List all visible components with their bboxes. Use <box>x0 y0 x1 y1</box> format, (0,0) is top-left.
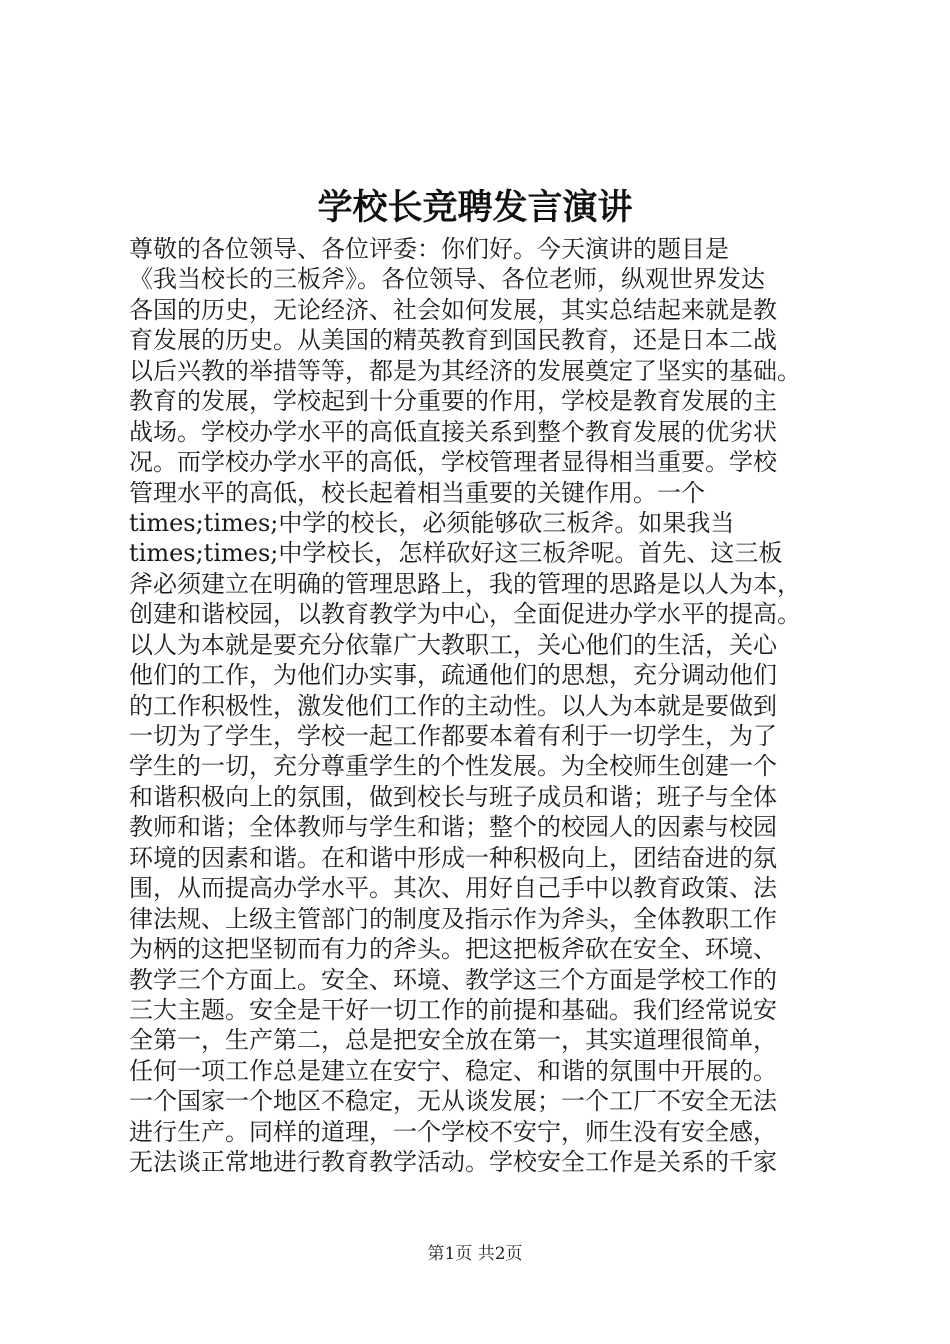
body-text-line: 律法规、上级主管部门的制度及指示作为斧头，全体教职工作 <box>129 904 777 933</box>
body-text-line: 全第一，生产第二，总是把安全放在第一，其实道理很简单， <box>129 1026 777 1055</box>
body-text-line: 育发展的历史。从美国的精英教育到国民教育，还是日本二战 <box>129 326 777 355</box>
body-text-line: 三大主题。安全是干好一切工作的前提和基础。我们经常说安 <box>129 995 777 1024</box>
body-text-line: 环境的因素和谐。在和谐中形成一种积极向上，团结奋进的氛 <box>129 843 777 872</box>
document-body <box>129 234 829 1178</box>
body-text-line: 一切为了学生，学校一起工作都要本着有利于一切学生，为了 <box>129 722 777 750</box>
body-text-line: 围，从而提高办学水平。其次、用好自己手中以教育政策、法 <box>129 874 777 903</box>
body-text-line: 和谐积极向上的氛围，做到校长与班子成员和谐；班子与全体 <box>129 782 777 811</box>
body-text-line: 各国的历史，无论经济、社会如何发展，其实总结起来就是教 <box>129 295 777 324</box>
document-title: 学校长竞聘发言演讲 <box>317 187 633 228</box>
body-text-line: 无法谈正常地进行教育教学活动。学校安全工作是关系的千家 <box>129 1148 777 1177</box>
body-text-line: 为柄的这把坚韧而有力的斧头。把这把板斧砍在安全、环境、 <box>129 935 777 964</box>
body-text-line: 创建和谐校园，以教育教学为中心，全面促进办学水平的提高。 <box>129 600 801 629</box>
body-text-line: 一个国家一个地区不稳定，无从谈发展；一个工厂不安全无法 <box>129 1087 777 1116</box>
body-text-line: 进行生产。同样的道理，一个学校不安宁，师生没有安全感， <box>129 1117 777 1146</box>
body-text-line: 斧必须建立在明确的管理思路上，我的管理的思路是以人为本， <box>129 569 801 598</box>
body-text-line: 教学三个方面上。安全、环境、教学这三个方面是学校工作的 <box>129 965 777 994</box>
body-text-line: 教师和谐；全体教师与学生和谐；整个的校园人的因素与校园 <box>129 813 777 842</box>
body-text-line: 尊敬的各位领导、各位评委：你们好。今天演讲的题目是 <box>129 235 729 263</box>
body-text-line: 以人为本就是要充分依靠广大教职工，关心他们的生活，关心 <box>129 630 777 659</box>
page-footer: 第1页 共2页 <box>427 1244 523 1264</box>
body-text-line: 的工作积极性，激发他们工作的主动性。以人为本就是要做到 <box>129 691 777 720</box>
body-text-line: 教育的发展，学校起到十分重要的作用，学校是教育发展的主 <box>129 387 777 416</box>
body-text-line: times;times;中学校长，怎样砍好这三板斧呢。首先、这三板 <box>129 539 783 568</box>
body-text-line: 以后兴教的举措等等，都是为其经济的发展奠定了坚实的基础。 <box>129 356 801 385</box>
body-text-line: 学生的一切，充分尊重学生的个性发展。为全校师生创建一个 <box>129 752 777 781</box>
body-text-line: 战场。学校办学水平的高低直接关系到整个教育发展的优劣状 <box>129 417 777 446</box>
body-text-line: 他们的工作，为他们办实事，疏通他们的思想，充分调动他们 <box>129 661 777 690</box>
body-text-line: 任何一项工作总是建立在安宁、稳定、和谐的氛围中开展的。 <box>129 1056 777 1085</box>
body-text-line: 况。而学校办学水平的高低，学校管理者显得相当重要。学校 <box>129 448 777 477</box>
body-text-line: 管理水平的高低，校长起着相当重要的关键作用。一个 <box>129 478 705 507</box>
body-text-line: 《我当校长的三板斧》。各位领导、各位老师，纵观世界发达 <box>129 265 765 294</box>
body-text-line: times;times;中学的校长，必须能够砍三板斧。如果我当 <box>129 508 735 537</box>
